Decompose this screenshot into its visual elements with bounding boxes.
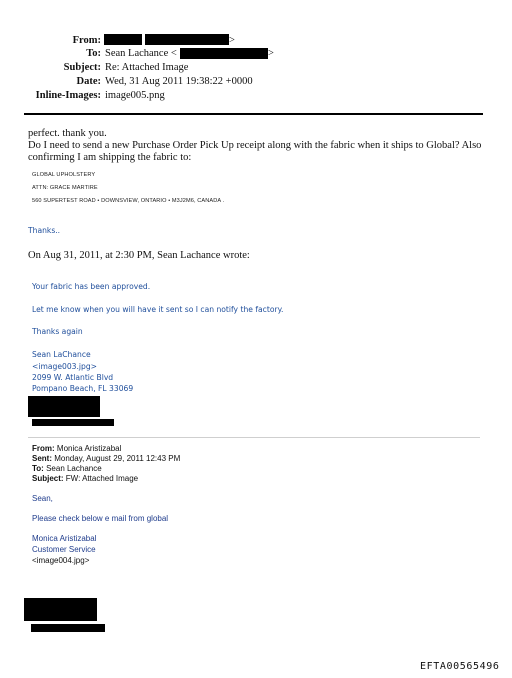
fwd-subject-label: Subject: [32, 474, 64, 483]
body-line-2: Do I need to send a new Purchase Order Pick Up receipt along with the fabric when it ships to Global? Also [28, 140, 482, 151]
redaction-block [145, 34, 229, 45]
quoted-let-me-know: Let me know when you will have it sent so I can notify the factory. [32, 305, 284, 314]
address-line-2: ATTN: GRACE MARTIRE [32, 185, 98, 191]
redaction-block [24, 598, 97, 621]
date-value: Wed, 31 Aug 2011 19:38:22 +0000 [105, 76, 253, 87]
redaction-block [31, 624, 105, 632]
to-suffix: > [268, 48, 274, 59]
to-label: To: [86, 48, 101, 59]
fwd-sent-value: Monday, August 29, 2011 12:43 PM [54, 454, 181, 463]
quoted-sig-address-2: Pompano Beach, FL 33069 [32, 384, 134, 393]
quoted-sig-name: Sean LaChance [32, 350, 91, 359]
fwd-sig-image: <image004.jpg> [32, 556, 90, 565]
fwd-sent-row [32, 454, 180, 464]
fwd-message: Please check below e mail from global [32, 514, 169, 523]
fwd-header [32, 444, 180, 484]
fwd-subject-value: FW: Attached Image [65, 474, 139, 483]
fwd-sig-name: Monica Aristizabal [32, 534, 97, 543]
forward-divider [28, 437, 480, 438]
inline-images-label: Inline-Images: [35, 90, 101, 101]
fwd-to-value: Sean Lachance [46, 464, 102, 473]
fwd-to-row [32, 464, 180, 474]
quoted-sig-address-1: 2099 W. Atlantic Blvd [32, 373, 114, 382]
from-suffix: > [229, 35, 235, 46]
fwd-from-value: Monica Aristizabal [56, 444, 122, 453]
subject-value: Re: Attached Image [105, 62, 189, 73]
fwd-subject-row [32, 474, 180, 484]
from-label: From: [72, 35, 101, 46]
date-label: Date: [76, 76, 101, 87]
redaction-block [180, 48, 268, 59]
quoted-approved: Your fabric has been approved. [32, 282, 151, 291]
document-id: EFTA00565496 [420, 661, 500, 672]
quoted-attribution: On Aug 31, 2011, at 2:30 PM, Sean Lachance wrote: [28, 250, 250, 261]
to-value: Sean Lachance < [105, 48, 177, 59]
redaction-block [32, 419, 114, 426]
quoted-thanks-again: Thanks again [32, 327, 83, 336]
inline-images-value: image005.png [105, 90, 165, 101]
fwd-from-row [32, 444, 180, 454]
address-line-1: GLOBAL UPHOLSTERY [32, 172, 96, 178]
fwd-sig-title: Customer Service [32, 545, 96, 554]
header-divider [24, 113, 483, 115]
fwd-from-label: From: [32, 444, 55, 453]
body-line-1: perfect. thank you. [28, 128, 107, 139]
redaction-block [104, 34, 142, 45]
address-line-3: 560 SUPERTEST ROAD • DOWNSVIEW, ONTARIO • M3J2M6, CANADA . [32, 198, 225, 204]
subject-label: Subject: [63, 62, 101, 73]
redaction-block [28, 396, 100, 417]
quoted-sig-image: <image003.jpg> [32, 362, 98, 371]
thanks-text: Thanks.. [28, 226, 61, 235]
fwd-sent-label: Sent: [32, 454, 52, 463]
body-line-3: confirming I am shipping the fabric to: [28, 152, 192, 163]
fwd-greeting: Sean, [32, 494, 53, 503]
fwd-to-label: To: [32, 464, 44, 473]
